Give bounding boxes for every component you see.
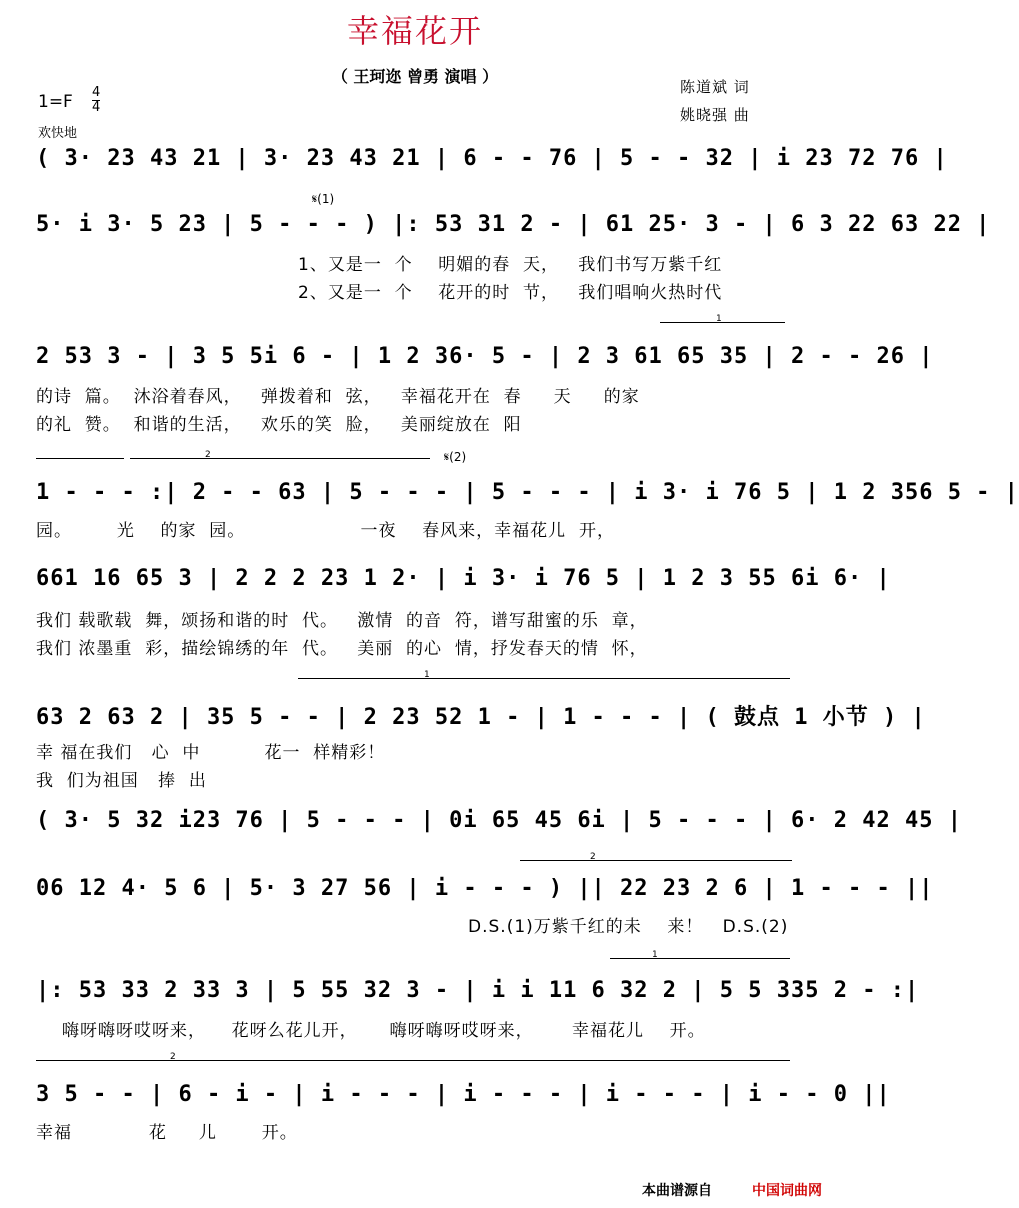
lyric-6-verse1: 幸 福在我们 心 中 花一 样精彩！ (36, 743, 386, 763)
system-10 (36, 1082, 891, 1122)
lyric-3-verse2: 的礼 赞。 和谐的生活， 欢乐的笑 脸， 美丽绽放在 阳 (36, 415, 522, 435)
lyric-8: D.S.(1)万紫千红的未 来！ D.S.(2) (468, 917, 789, 937)
time-bottom: 4 (92, 100, 101, 115)
notes-7: ( 3· 5 32 i23 76 | 5 - - - | 0i 65 45 6i | 5 - - - | 6· 2 42 45 | (36, 808, 962, 833)
volta-4-number: 2 (590, 852, 596, 862)
lyric-10: 幸福 花 儿 开。 (36, 1123, 298, 1143)
volta-2-number: 2 (205, 450, 211, 460)
source-label: 本曲谱源自 (642, 1183, 712, 1199)
notes-4: 1 - - - :| 2 - - 63 | 5 - - - | 5 - - - | i 3· i 76 5 | 1 2 356 5 - | (36, 480, 1019, 505)
notes-1: ( 3· 23 43 21 | 3· 23 43 21 | 6 - - 76 | 5 - - 32 | i 23 72 76 | (36, 146, 948, 171)
lyric-6-verse2: 我 们为祖国 捧 出 (36, 771, 207, 791)
performers: （ 王珂迩 曾勇 演唱 ） (331, 67, 499, 86)
lyricist-credit: 陈道斌 词 (680, 78, 750, 96)
segno-2: 𝄋(2) (444, 450, 467, 464)
volta-5-bracket (610, 958, 790, 959)
volta-6-number: 2 (170, 1052, 176, 1062)
volta-1-bracket (660, 322, 785, 323)
system-9 (36, 978, 920, 1018)
system-7 (36, 808, 962, 848)
lyric-9: 嗨呀嗨呀哎呀来， 花呀么花儿开， 嗨呀嗨呀哎呀来， 幸福花儿 开。 (62, 1021, 706, 1041)
lyric-4: 园。 光 的家 园。 一夜 春风来，幸福花儿 开， (36, 521, 615, 541)
volta-6-bracket (36, 1060, 790, 1061)
time-signature (92, 86, 100, 115)
lyric-5-verse1: 我们 载歌载 舞，颂扬和谐的时 代。 激情 的音 符，谱写甜蜜的乐 章， (36, 611, 648, 631)
composer-credit: 姚晓强 曲 (680, 106, 750, 124)
time-top: 4 (92, 85, 101, 100)
system-1 (36, 146, 948, 186)
volta-1-number: 1 (716, 314, 722, 324)
site-link[interactable]: 中国词曲网 (752, 1183, 822, 1199)
system-2 (36, 212, 991, 252)
notes-5: 661 16 65 3 | 2 2 2 23 1 2· | i 3· i 76 5 | 1 2 3 55 6i 6· | (36, 566, 891, 591)
volta-end-1-bracket (36, 458, 124, 459)
volta-3-bracket (298, 678, 790, 679)
lyric-2-verse2: 2、又是一 个 花开的时 节， 我们唱响火热时代 (298, 283, 723, 303)
notes-6: 63 2 63 2 | 35 5 - - | 2 23 52 1 - | 1 - - - | ( 鼓点 1 小节 ) | (36, 705, 926, 730)
system-3 (36, 344, 934, 384)
lyric-3-verse1: 的诗 篇。 沐浴着春风， 弹拨着和 弦， 幸福花开在 春 天 的家 (36, 387, 640, 407)
tempo-marking: 欢快地 (38, 126, 78, 141)
system-8 (36, 876, 934, 916)
volta-3-number: 1 (424, 670, 430, 680)
lyric-5-verse2: 我们 浓墨重 彩，描绘锦绣的年 代。 美丽 的心 情，抒发春天的情 怀， (36, 639, 648, 659)
notes-10: 3 5 - - | 6 - i - | i - - - | i - - - | i - - - | i - - 0 || (36, 1082, 891, 1107)
system-4 (36, 480, 1019, 520)
volta-2-bracket (130, 458, 430, 459)
system-6 (36, 700, 926, 740)
notes-2: 5· i 3· 5 23 | 5 - - - ) |: 53 31 2 - | 61 25· 3 - | 6 3 22 63 22 | (36, 212, 991, 237)
notes-8: 06 12 4· 5 6 | 5· 3 27 56 | i - - - ) || 22 23 2 6 | 1 - - - || (36, 876, 934, 901)
system-5 (36, 566, 891, 606)
volta-4-bracket (520, 860, 792, 861)
volta-5-number: 1 (652, 950, 658, 960)
notes-9: |: 53 33 2 33 3 | 5 55 32 3 - | i i 11 6 32 2 | 5 5 335 2 - :| (36, 978, 920, 1003)
key-signature: 1=F (38, 92, 73, 112)
lyric-2-verse1: 1、又是一 个 明媚的春 天， 我们书写万紫千红 (298, 255, 723, 275)
song-title: 幸福花开 (346, 12, 483, 50)
notes-3: 2 53 3 - | 3 5 5i 6 - | 1 2 36· 5 - | 2 3 61 65 35 | 2 - - 26 | (36, 344, 934, 369)
segno-1: 𝄋(1) (312, 192, 335, 206)
